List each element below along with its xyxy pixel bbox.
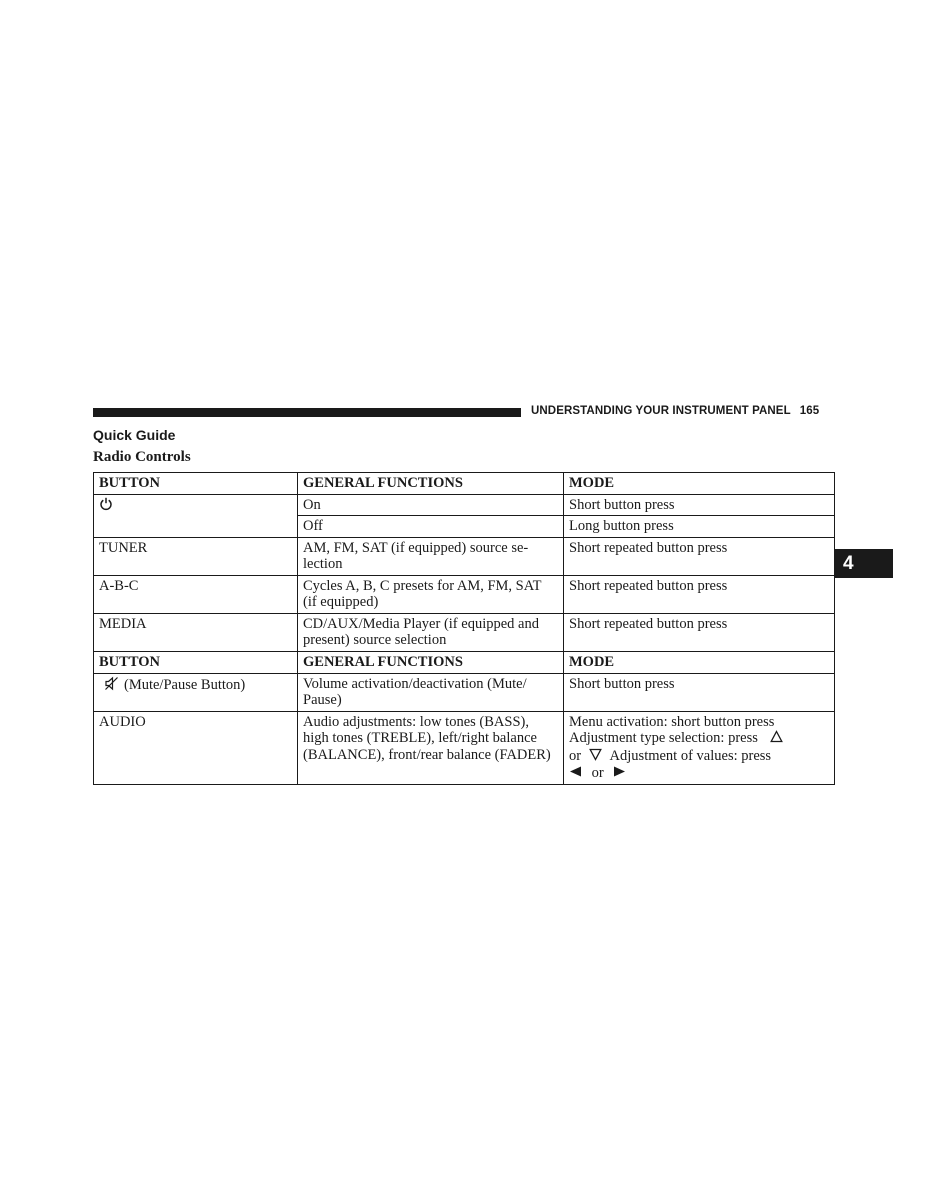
subsection-title: Radio Controls <box>93 449 191 465</box>
table-row <box>94 711 835 784</box>
mode-cell: Short button press <box>564 494 835 516</box>
header-mode: MODE <box>564 473 835 495</box>
header-section-title: UNDERSTANDING YOUR INSTRUMENT PANEL <box>531 405 791 417</box>
header-rule <box>93 408 521 417</box>
button-cell: MEDIA <box>94 613 298 651</box>
mode-cell <box>564 711 835 784</box>
mode-line-3 <box>569 748 829 766</box>
mode-line-1: Menu activation: short button press <box>569 713 775 730</box>
triangle-down-icon <box>589 748 602 766</box>
header-general-functions: GENERAL FUNCTIONS <box>298 473 564 495</box>
mode-line-4 <box>569 765 829 782</box>
audio-controls-table <box>93 651 835 785</box>
header-general-functions: GENERAL FUNCTIONS <box>298 652 564 674</box>
function-cell: Cycles A, B, C presets for AM, FM, SAT (if equipped) <box>298 575 564 613</box>
header-button: BUTTON <box>94 473 298 495</box>
chapter-tab: 4 <box>834 549 893 578</box>
table-header-row <box>94 652 835 674</box>
page-number: 165 <box>799 405 820 417</box>
header-mode: MODE <box>564 652 835 674</box>
radio-controls-table <box>93 472 835 652</box>
section-title: Quick Guide <box>93 427 176 443</box>
mute-icon <box>104 676 119 696</box>
function-cell: CD/AUX/Media Player (if equipped and present) source selection <box>298 613 564 651</box>
arrow-left-icon <box>569 765 582 782</box>
button-cell <box>94 673 298 711</box>
mode-or-2: or <box>591 765 604 781</box>
table-row <box>94 673 835 711</box>
mode-cell: Short repeated button press <box>564 537 835 575</box>
function-cell: On <box>298 494 564 516</box>
function-cell: AM, FM, SAT (if equipped) source se- lection <box>298 537 564 575</box>
power-icon <box>99 497 113 516</box>
button-cell: A-B-C <box>94 575 298 613</box>
table-row <box>94 613 835 651</box>
button-cell: AUDIO <box>94 711 298 784</box>
mute-button-label: (Mute/Pause Button) <box>124 676 246 693</box>
running-header <box>531 405 835 417</box>
mode-cell: Short repeated button press <box>564 613 835 651</box>
table-header-row <box>94 473 835 495</box>
mode-cell: Long button press <box>564 516 835 538</box>
table-row <box>94 537 835 575</box>
mode-line-2-text: Adjustment type selection: press <box>569 730 758 747</box>
mode-line-3-text: Adjustment of values: press <box>609 747 772 764</box>
button-cell <box>94 494 298 537</box>
arrow-right-icon <box>613 765 626 782</box>
triangle-up-icon <box>770 730 783 748</box>
table-row <box>94 575 835 613</box>
mode-or-1: or <box>569 747 582 764</box>
function-cell: Off <box>298 516 564 538</box>
mode-line-2 <box>569 730 829 748</box>
button-cell: TUNER <box>94 537 298 575</box>
function-cell: Audio adjustments: low tones (BASS), high tones (TREBLE), left/right balance (BALANCE), front/rear balance (FADER) <box>298 711 564 784</box>
mode-cell: Short button press <box>564 673 835 711</box>
function-cell: Volume activation/deactivation (Mute/ Pause) <box>298 673 564 711</box>
table-row <box>94 494 835 516</box>
mode-cell: Short repeated button press <box>564 575 835 613</box>
header-button: BUTTON <box>94 652 298 674</box>
